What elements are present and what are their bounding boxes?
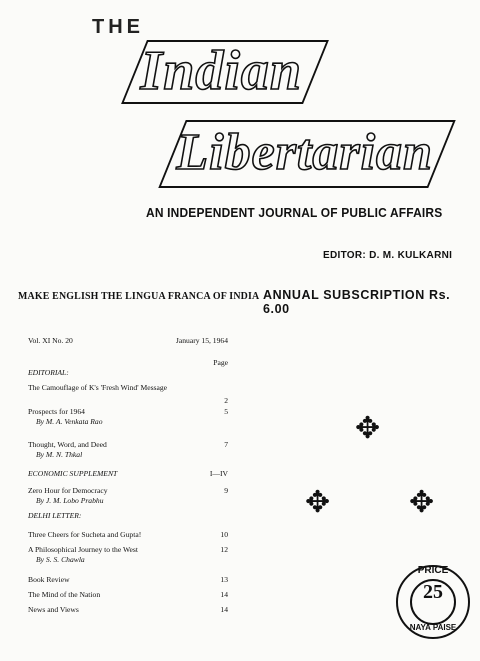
toc-entry-title: Thought, Word, and Deed — [28, 440, 107, 449]
page-heading: Page — [213, 358, 228, 367]
toc-entry-page: 9 — [224, 486, 228, 495]
masthead-the: THE — [92, 16, 144, 38]
toc-entry-page: 14 — [220, 605, 228, 614]
toc-entry-page: 2 — [224, 396, 228, 405]
toc-entry-page: 14 — [220, 590, 228, 599]
price-stamp-bottom: NAYA PAISE — [409, 623, 457, 632]
slogan: MAKE ENGLISH THE LINGUA FRANCA OF INDIA — [18, 290, 260, 302]
star-ornament-icon: ✥ — [305, 486, 331, 519]
toc-section: EDITORIAL: — [28, 368, 69, 377]
journal-subtitle: AN INDEPENDENT JOURNAL OF PUBLIC AFFAIRS — [146, 205, 443, 220]
toc-entry-title: Prospects for 1964 — [28, 407, 85, 416]
toc-section: ECONOMIC SUPPLEMENT — [28, 469, 118, 478]
masthead-indian-banner — [121, 40, 329, 104]
toc-entry-author: By S. S. Chawla — [36, 555, 85, 564]
price-stamp-top: PRICE — [417, 565, 449, 576]
toc-entry-page: 12 — [220, 545, 228, 554]
star-ornament-icon: ✥ — [409, 486, 435, 519]
masthead-indian: Indian — [140, 40, 303, 102]
toc-entry-title: Zero Hour for Democracy — [28, 486, 108, 495]
toc-entry-title: A Philosophical Journey to the West — [28, 545, 138, 554]
toc-section: DELHI LETTER: — [28, 511, 82, 520]
price-stamp-value: 25 — [410, 579, 456, 625]
toc-entry-title: The Mind of the Nation — [28, 590, 101, 599]
price-stamp — [396, 565, 470, 639]
toc-entry-page: I—IV — [209, 469, 228, 478]
toc-entry-page: 7 — [224, 440, 228, 449]
masthead-libertarian-banner — [158, 120, 455, 188]
toc-entry-author: By M. N. Thkal — [36, 450, 83, 459]
issue-date: January 15, 1964 — [175, 336, 228, 345]
star-ornament-icon: ✥ — [355, 412, 381, 445]
toc-entry-title: News and Views — [28, 605, 79, 614]
toc-entry-page: 5 — [224, 407, 228, 416]
toc-entry-author: By M. A. Venkata Rao — [36, 417, 103, 426]
volume-number: Vol. XI No. 20 — [28, 336, 73, 345]
annual-subscription: ANNUAL SUBSCRIPTION Rs. 6.00 — [263, 288, 451, 316]
toc-entry-page: 10 — [220, 530, 228, 539]
masthead-libertarian: Libertarian — [176, 124, 433, 181]
toc-entry-title: The Camouflage of K's 'Fresh Wind' Message — [28, 383, 168, 392]
toc-entry-page: 13 — [220, 575, 228, 584]
toc-entry-author: By J. M. Lobo Prabhu — [36, 496, 104, 505]
toc-entry-title: Book Review — [28, 575, 70, 584]
editor-line: EDITOR: D. M. KULKARNI — [323, 250, 453, 261]
toc-entry-title: Three Cheers for Sucheta and Gupta! — [28, 530, 142, 539]
